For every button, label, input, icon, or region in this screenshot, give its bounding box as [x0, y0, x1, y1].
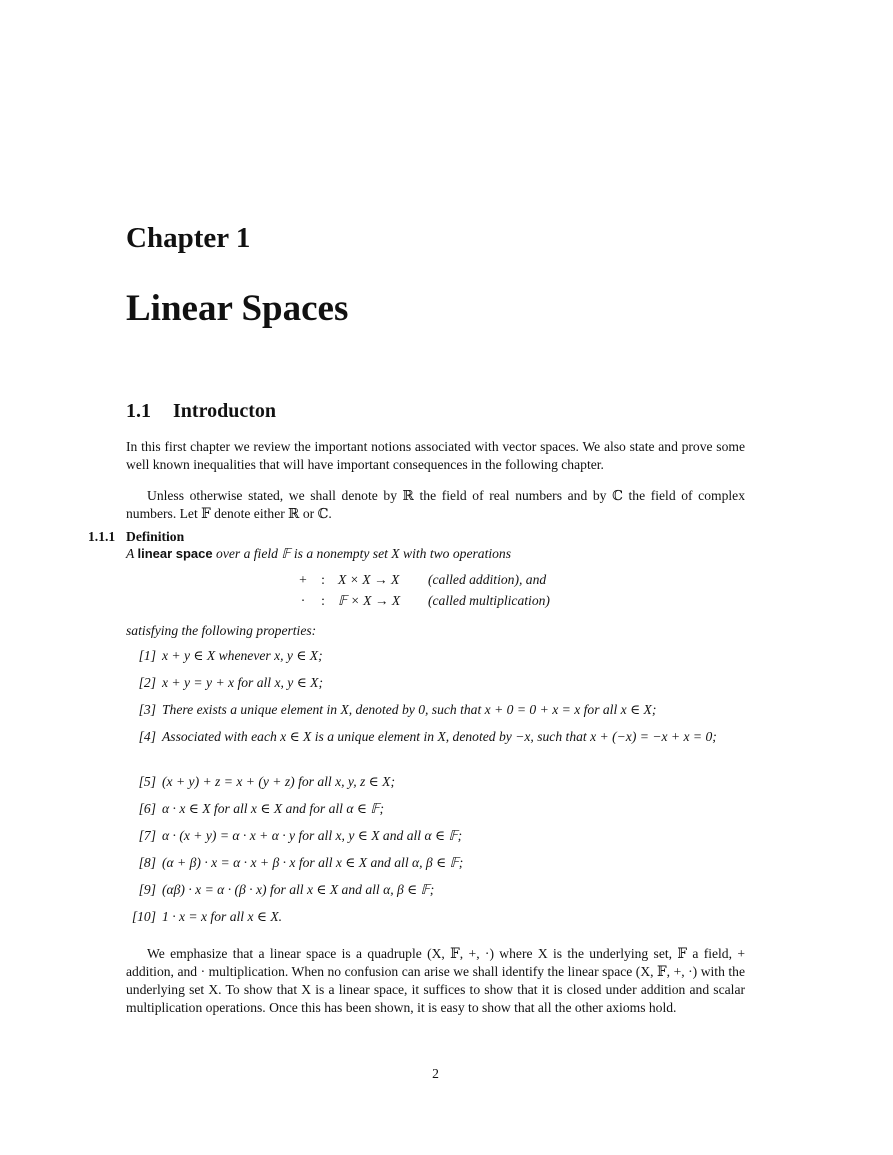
axiom-label: [2]: [138, 675, 156, 690]
notation-paragraph: Unless otherwise stated, we shall denote by ℝ the field of real numbers and by ℂ the field of complex numbers. Let 𝔽 denote either ℝ or ℂ.: [126, 488, 745, 521]
axiom-text: x + y = y + x for all x, y ∈ X;: [162, 675, 324, 690]
axiom-label: [10]: [131, 909, 156, 924]
axiom-item: [126, 701, 745, 719]
axiom-text: Associated with each x ∈ X is a unique element in X, denoted by −x, such that x + (−x) = −x + x = 0;: [162, 729, 717, 744]
axiom-text: x + y ∈ X whenever x, y ∈ X;: [162, 648, 323, 663]
axiom-label: [4]: [138, 729, 156, 744]
axiom-item: [126, 854, 745, 872]
axiom-item: [126, 908, 745, 926]
definition-number: 1.1.1: [88, 529, 116, 544]
operations-display: [290, 572, 550, 614]
axiom-item: [126, 800, 745, 818]
axiom-text: α · (x + y) = α · x + α · y for all x, y ∈ X and all α ∈ 𝔽;: [162, 828, 463, 843]
axiom-label: [5]: [138, 774, 156, 789]
axiom-text: 1 · x = x for all x ∈ X.: [162, 909, 283, 924]
axiom-item: [126, 827, 745, 845]
axiom-text: α · x ∈ X for all x ∈ X and for all α ∈ 𝔽;: [162, 801, 385, 816]
operation-row: [290, 593, 550, 614]
axiom-label: [6]: [138, 801, 156, 816]
page-number: 2: [432, 1066, 439, 1081]
section-title: Introducton: [173, 400, 276, 422]
intro-paragraph: In this first chapter we review the important notions associated with vector spaces. We also state and prove some well known inequalities that will have important consequences in the following chapter.: [126, 439, 745, 472]
operation-symbol: ·: [300, 593, 306, 608]
definition-intro-b: over a field 𝔽 is a nonempty set X with two operations: [216, 546, 512, 561]
operation-map: 𝔽 × X → X: [338, 593, 401, 608]
satisfying-text: satisfying the following properties:: [126, 623, 317, 638]
definition-intro: [126, 546, 511, 562]
axiom-item: [126, 881, 745, 899]
axiom-text: (αβ) · x = α · (β · x) for all x ∈ X and all α, β ∈ 𝔽;: [162, 882, 435, 897]
axiom-text: (α + β) · x = α · x + β · x for all x ∈ X and all α, β ∈ 𝔽;: [162, 855, 464, 870]
axiom-label: [1]: [138, 648, 156, 663]
axiom-item: [126, 773, 745, 791]
operation-colon: :: [321, 593, 325, 608]
axiom-label: [9]: [138, 882, 156, 897]
chapter-label: Chapter 1: [126, 222, 251, 254]
section-number: 1.1: [126, 400, 151, 422]
operation-map: X × X → X: [338, 572, 400, 587]
operation-symbol: +: [299, 572, 307, 587]
definition-title: Definition: [126, 529, 185, 544]
operation-row: [290, 572, 550, 593]
axiom-item: [126, 674, 745, 692]
definition-term: linear space: [137, 546, 213, 561]
axiom-text: There exists a unique element in X, denoted by 0, such that x + 0 = 0 + x = x for all x ∈ X;: [162, 702, 657, 717]
definition-intro-a: A: [126, 546, 135, 561]
axiom-label: [7]: [138, 828, 156, 843]
chapter-title: Linear Spaces: [126, 288, 349, 329]
operation-colon: :: [321, 572, 325, 587]
axiom-item: [126, 728, 745, 746]
axiom-text: (x + y) + z = x + (y + z) for all x, y, z ∈ X;: [162, 774, 395, 789]
axiom-label: [3]: [138, 702, 156, 717]
operation-note: (called multiplication): [428, 593, 550, 608]
axiom-label: [8]: [138, 855, 156, 870]
axiom-item: [126, 647, 745, 665]
closing-paragraph: We emphasize that a linear space is a quadruple (X, 𝔽, +, ·) where X is the underlying set, 𝔽 a field, + addition, and · multiplication. When no confusion can arise we shall identify the linear space (X, 𝔽, +, ·) with the underlying set X. To show that X is a linear space, it suffices to show that it is closed under addition and scalar multiplication operations. Once this has been shown, it is easy to show that all the other axioms hold.: [126, 946, 745, 1015]
operation-note: (called addition), and: [428, 572, 547, 587]
section-heading: [126, 400, 276, 423]
